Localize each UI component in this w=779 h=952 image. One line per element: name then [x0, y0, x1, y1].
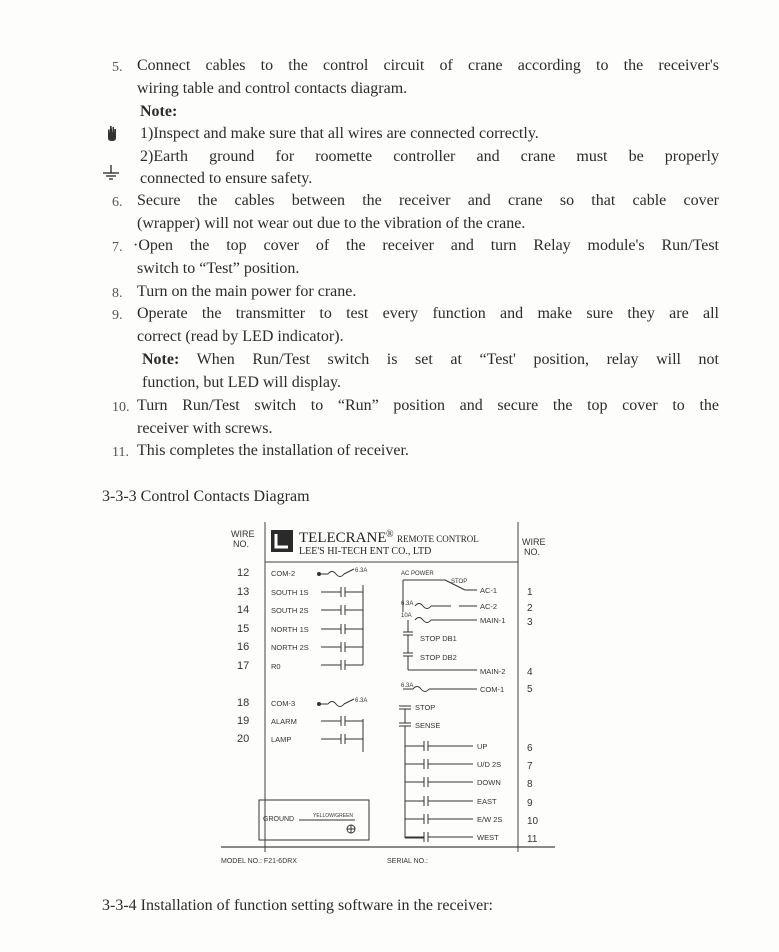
right-wire-number: 10 — [527, 816, 539, 827]
brand-registered: ® — [386, 529, 394, 540]
left-wire-number: 13 — [237, 586, 250, 598]
wire-no-left-2: NO. — [233, 539, 250, 549]
brand-subtitle: REMOTE CONTROL — [397, 534, 479, 544]
right-terminal-label: MAIN-1 — [480, 616, 506, 625]
item-number: 11. — [112, 445, 129, 460]
brand-name: TELECRANE — [299, 530, 387, 546]
section-heading: 3-3-3 Control Contacts Diagram — [102, 488, 310, 505]
item-number: 7. — [112, 240, 123, 255]
right-wire-number: 5 — [527, 684, 533, 695]
ground-wire-color: YELLOW/GREEN — [313, 813, 354, 819]
left-wire-number: 16 — [237, 641, 250, 653]
wire-no-right: WIRE — [522, 537, 546, 547]
item-text: correct (read by LED indicator). — [137, 328, 344, 345]
right-terminal-label: STOP DB2 — [420, 653, 457, 662]
left-terminal-label: NORTH 2S — [271, 643, 309, 652]
left-wire-number: 12 — [237, 567, 250, 579]
note-label: Note: — [140, 103, 178, 120]
right-terminal-label: U/D 2S — [477, 760, 502, 769]
left-terminal-label: R0 — [271, 662, 281, 671]
note-line — [142, 350, 719, 370]
item-text: wiring table and control contacts diagram. — [137, 80, 408, 97]
fuse-rating: 6.3A — [355, 568, 368, 574]
company-name: LEE'S HI-TECH ENT CO., LTD — [299, 546, 432, 557]
right-wire-number: 9 — [527, 798, 533, 809]
right-wire-number: 7 — [527, 761, 533, 772]
right-terminal-label: STOP DB1 — [420, 634, 457, 643]
item-number: 5. — [112, 60, 123, 75]
left-terminal-label: ALARM — [271, 717, 297, 726]
item-text: Turn on the main power for crane. — [137, 283, 357, 300]
earth-ground-icon — [101, 163, 121, 183]
item-text: Turn Run/Test switch to “Run” position and secure the top cover to the — [137, 397, 719, 414]
note-line-2: function, but LED will display. — [142, 374, 341, 391]
right-terminal-label: AC-2 — [480, 602, 498, 611]
right-wire-number: 1 — [527, 587, 533, 598]
item-text: Operate the transmitter to test every function and make sure they are all — [137, 305, 719, 322]
serial-number: SERIAL NO.: — [387, 858, 428, 865]
telecrane-logo — [271, 530, 293, 552]
ac-power-label: AC POWER — [401, 571, 434, 577]
left-wire-number: 20 — [237, 733, 250, 745]
left-wire-number: 18 — [237, 697, 250, 709]
left-terminal-label: SOUTH 2S — [271, 606, 309, 615]
right-terminal-label: COM-1 — [480, 685, 505, 694]
right-terminal-label: EAST — [477, 797, 497, 806]
item-text: Secure the cables between the receiver and crane so that cable cover — [137, 192, 719, 209]
left-terminal-label: COM-3 — [271, 699, 296, 708]
wire-no-right-2: NO. — [524, 547, 541, 557]
ground-label: GROUND — [263, 816, 295, 823]
right-terminal-label: SENSE — [415, 721, 441, 730]
right-wire-number: 6 — [527, 743, 533, 754]
left-terminal-label: COM-2 — [271, 569, 296, 578]
fuse-rating: 6.3A — [401, 601, 414, 607]
fuse-rating: 10A — [401, 613, 412, 619]
right-terminal-label: E/W 2S — [477, 815, 503, 824]
left-wire-number: 15 — [237, 623, 250, 635]
note-point-2-cont: connected to ensure safety. — [140, 170, 313, 187]
right-wire-number: 2 — [527, 603, 533, 614]
item-number: 9. — [112, 308, 123, 323]
item-text: ·Open the top cover of the receiver and turn Relay module's Run/Test — [133, 237, 719, 254]
note-label: Note: — [142, 351, 180, 368]
right-terminal-label: STOP — [415, 703, 436, 712]
right-terminal-label: UP — [477, 742, 488, 751]
section-heading: 3-3-4 Installation of function setting software in the receiver: — [102, 897, 493, 914]
note-point-1: 1)Inspect and make sure that all wires are connected correctly. — [140, 125, 539, 142]
item-number: 8. — [112, 286, 123, 301]
right-contacts — [399, 580, 477, 842]
right-terminal-label: DOWN — [477, 778, 501, 787]
fuse-rating: 6.3A — [355, 698, 368, 704]
item-text: (wrapper) will not wear out due to the vibration of the crane. — [137, 215, 526, 232]
model-number: MODEL NO.: F21-6DRX — [221, 858, 297, 865]
item-number: 6. — [112, 195, 123, 210]
right-wire-number: 8 — [527, 779, 533, 790]
right-wire-number: 11 — [527, 834, 538, 845]
stop-small-label: STOP — [451, 579, 468, 585]
left-wire-number: 19 — [237, 715, 250, 727]
control-contacts-diagram — [215, 520, 570, 872]
right-terminal-label: WEST — [477, 833, 499, 842]
item-text: This completes the installation of receiver. — [137, 442, 409, 459]
note-point-2: 2)Earth ground for roomette controller and crane must be properly — [140, 148, 719, 165]
item-text: receiver with screws. — [137, 420, 273, 437]
item-number: 10. — [112, 400, 130, 415]
left-terminal-label: SOUTH 1S — [271, 588, 309, 597]
right-terminal-label: AC-1 — [480, 586, 498, 595]
left-terminal-label: LAMP — [271, 735, 292, 744]
fuse-rating: 6.3A — [401, 683, 414, 689]
note-text: When Run/Test switch is set at “Test' position, relay will not — [196, 351, 719, 368]
item-text: switch to “Test” position. — [137, 260, 300, 277]
left-wire-number: 17 — [237, 660, 250, 672]
right-wire-number: 3 — [527, 617, 533, 628]
right-wire-number: 4 — [527, 667, 533, 678]
left-terminal-label: NORTH 1S — [271, 625, 309, 634]
left-wire-number: 14 — [237, 604, 250, 616]
hand-warning-icon — [105, 124, 119, 142]
wire-no-left: WIRE — [231, 529, 255, 539]
ground-symbol-icon — [299, 820, 355, 833]
item-text: Connect cables to the control circuit of crane according to the receiver's — [137, 57, 719, 74]
right-terminal-label: MAIN-2 — [480, 667, 506, 676]
left-contacts — [318, 569, 364, 752]
